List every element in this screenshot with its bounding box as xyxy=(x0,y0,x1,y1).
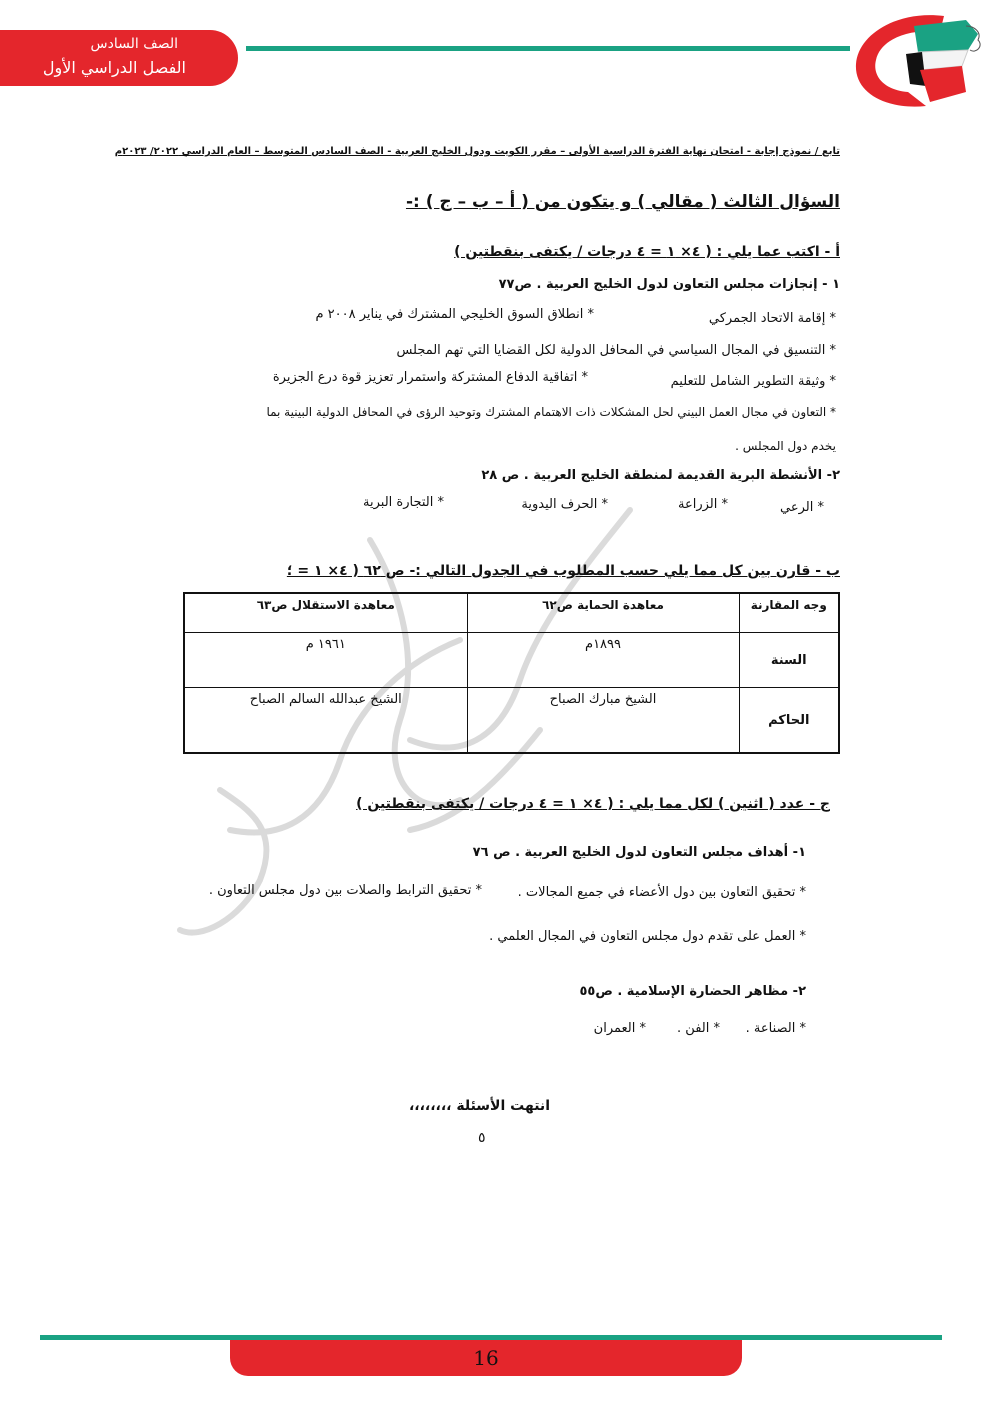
table-cell: ١٩٦١ م xyxy=(184,633,467,688)
grade-line: الصف السادس xyxy=(90,36,178,52)
list-item: * اتفاقية الدفاع المشتركة واستمرار تعزيز قوة درع الجزيرة xyxy=(272,370,588,385)
question-title: السؤال الثالث ( مقالي ) و يتكون من ( أ – ب – ج ) :- xyxy=(405,192,840,212)
table-row xyxy=(184,688,839,754)
table-row xyxy=(184,633,839,688)
list-item: * الزراعة xyxy=(678,497,728,512)
table-header-cell: وجه المقارنة xyxy=(739,593,839,633)
table-header-cell: معاهدة الاستقلال ص٦٣ xyxy=(184,593,467,633)
list-item: يخدم دول المجلس . xyxy=(735,439,836,453)
list-item: * التعاون في مجال العمل البيني لحل المشكلات ذات الاهتمام المشترك وتوحيد الرؤى في المحافل الدولية البينية بما xyxy=(266,405,836,419)
table-cell: السنة xyxy=(739,633,839,688)
list-item: * الرعي xyxy=(780,500,824,515)
list-item: * التنسيق في المجال السياسي في المحافل الدولية لكل القضايا التي تهم المجلس xyxy=(396,343,836,358)
list-item: * وثيقة التطوير الشامل للتعليم xyxy=(670,374,836,389)
comparison-table xyxy=(183,592,840,754)
inner-page-number: ٥ xyxy=(478,1130,486,1146)
semester-line: الفصل الدراسي الأول xyxy=(42,58,186,77)
part-c-item1-heading: ١- أهداف مجلس التعاون لدول الخليج العربية . ص ٧٦ xyxy=(472,845,806,860)
grade-badge xyxy=(0,30,238,86)
part-c-item2-heading: ٢- مظاهر الحضارة الإسلامية . ص٥٥ xyxy=(579,984,806,999)
list-item: * تحقيق التعاون بين دول الأعضاء في جميع المجالات . xyxy=(517,885,806,900)
header-divider xyxy=(246,46,850,51)
list-item: * العمل على تقدم دول مجلس التعاون في المجال العلمي . xyxy=(489,929,806,944)
closing-text: انتهت الأسئلة ،،،،،،،، xyxy=(408,1098,550,1114)
part-c-heading: ج - عدد ( اثنين ) لكل مما يلي : ( ٤× ١ = ٤ درجات / يكتفى بنقطتين ) xyxy=(356,796,830,812)
page-number: 16 xyxy=(473,1346,499,1370)
table-cell: الحاكم xyxy=(739,688,839,754)
table-cell: الشيخ عبدالله السالم الصباح xyxy=(184,688,467,754)
list-item: * الحرف اليدوية xyxy=(521,497,608,512)
list-item: * التجارة البرية xyxy=(363,495,444,510)
list-item: * الفن . xyxy=(677,1021,720,1036)
table-header-cell: معاهدة الحماية ص٦٢ xyxy=(467,593,739,633)
list-item: * انطلاق السوق الخليجي المشترك في يناير ٢٠٠٨ م xyxy=(315,307,594,322)
table-cell: ١٨٩٩م xyxy=(467,633,739,688)
part-a-heading: أ - اكتب عما يلي : ( ٤× ١ = ٤ درجات / يكتفى بنقطتين ) xyxy=(454,244,840,260)
part-b-heading: ب - قارن بين كل مما يلي حسب المطلوب في الجدول التالي :- ص ٦٢ ( ٤× ١ = ؛ xyxy=(286,563,840,579)
table-cell: الشيخ مبارك الصباح xyxy=(467,688,739,754)
part-a-item2-heading: ٢- الأنشطة البرية القديمة لمنطقة الخليج العربية . ص ٢٨ xyxy=(481,468,840,483)
kuwait-map-logo-icon xyxy=(848,6,990,114)
list-item: * العمران xyxy=(593,1021,646,1036)
part-a-item1-heading: ١ - إنجازات مجلس التعاون لدول الخليج العربية . ص٧٧ xyxy=(498,277,840,292)
list-item: * تحقيق الترابط والصلات بين دول مجلس التعاون . xyxy=(208,883,482,898)
list-item: * إقامة الاتحاد الجمركي xyxy=(708,311,836,326)
list-item: * الصناعة . xyxy=(745,1021,806,1036)
table-header-row xyxy=(184,593,839,633)
exam-note: تابع / نموذج إجابة - امتحان نهاية الفترة الدراسية الأولى – مقرر الكويت ودول الخليج العربية - الصف السادس المتوسط – العام الدراسي ٢٠٢٢/ ٢٠٢٣م xyxy=(114,146,840,157)
